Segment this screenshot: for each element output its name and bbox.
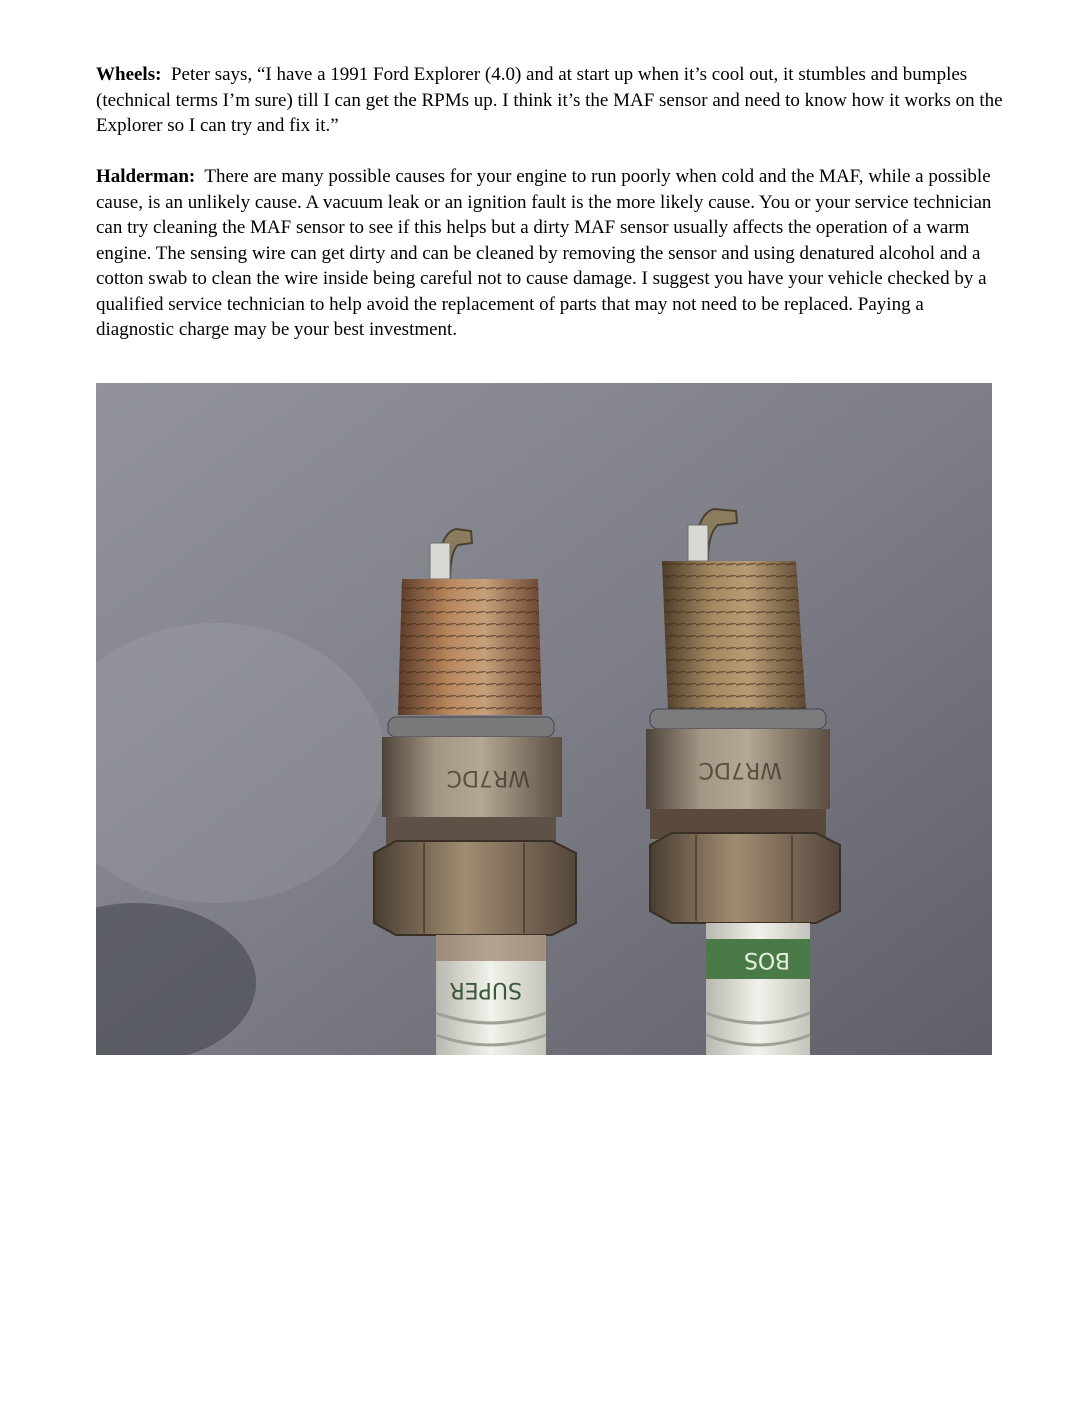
- answer-text: There are many possible causes for your engine to run poorly when cold and the MAF, while a possible cause, is an unlikely cause. A vacuum leak or an ignition fault is the more likely cause. You or your service technician can try cleaning the MAF sensor to see if this helps but a dirty MAF sensor usually affects the operation of a warm engine. The sensing wire can get dirty and can be cleaned by removing the sensor and using denatured alcohol and a cotton swab to clean the wire inside being careful not to cause damage. I suggest you have your vehicle checked by a qualified service technician to help avoid the replacement of parts that may not need to be replaced. Paying a diagnostic charge may be your best investment.: [96, 166, 992, 340]
- question-text: Peter says, “I have a 1991 Ford Explorer (4.0) and at start up when it’s cool out, it stumbles and bumples (technical terms I’m sure) till I can get the RPMs up. I think it’s the MAF sensor and need to know how it works on the Explorer so I can try and fix it.”: [96, 64, 1003, 136]
- answer-speaker: Halderman:: [96, 166, 196, 187]
- left-plug-insulator-label: SUPER: [449, 977, 522, 1002]
- question-speaker: Wheels:: [96, 64, 162, 85]
- right-plug-marking: WR7DC: [698, 757, 782, 782]
- left-plug-marking: WR7DC: [446, 765, 530, 790]
- spark-plugs-photo: [96, 383, 992, 1055]
- answer-paragraph: [96, 164, 1006, 343]
- spark-plugs-illustration: [96, 383, 992, 1055]
- question-paragraph: [96, 62, 1006, 139]
- right-plug-insulator-label: BOS: [744, 947, 790, 972]
